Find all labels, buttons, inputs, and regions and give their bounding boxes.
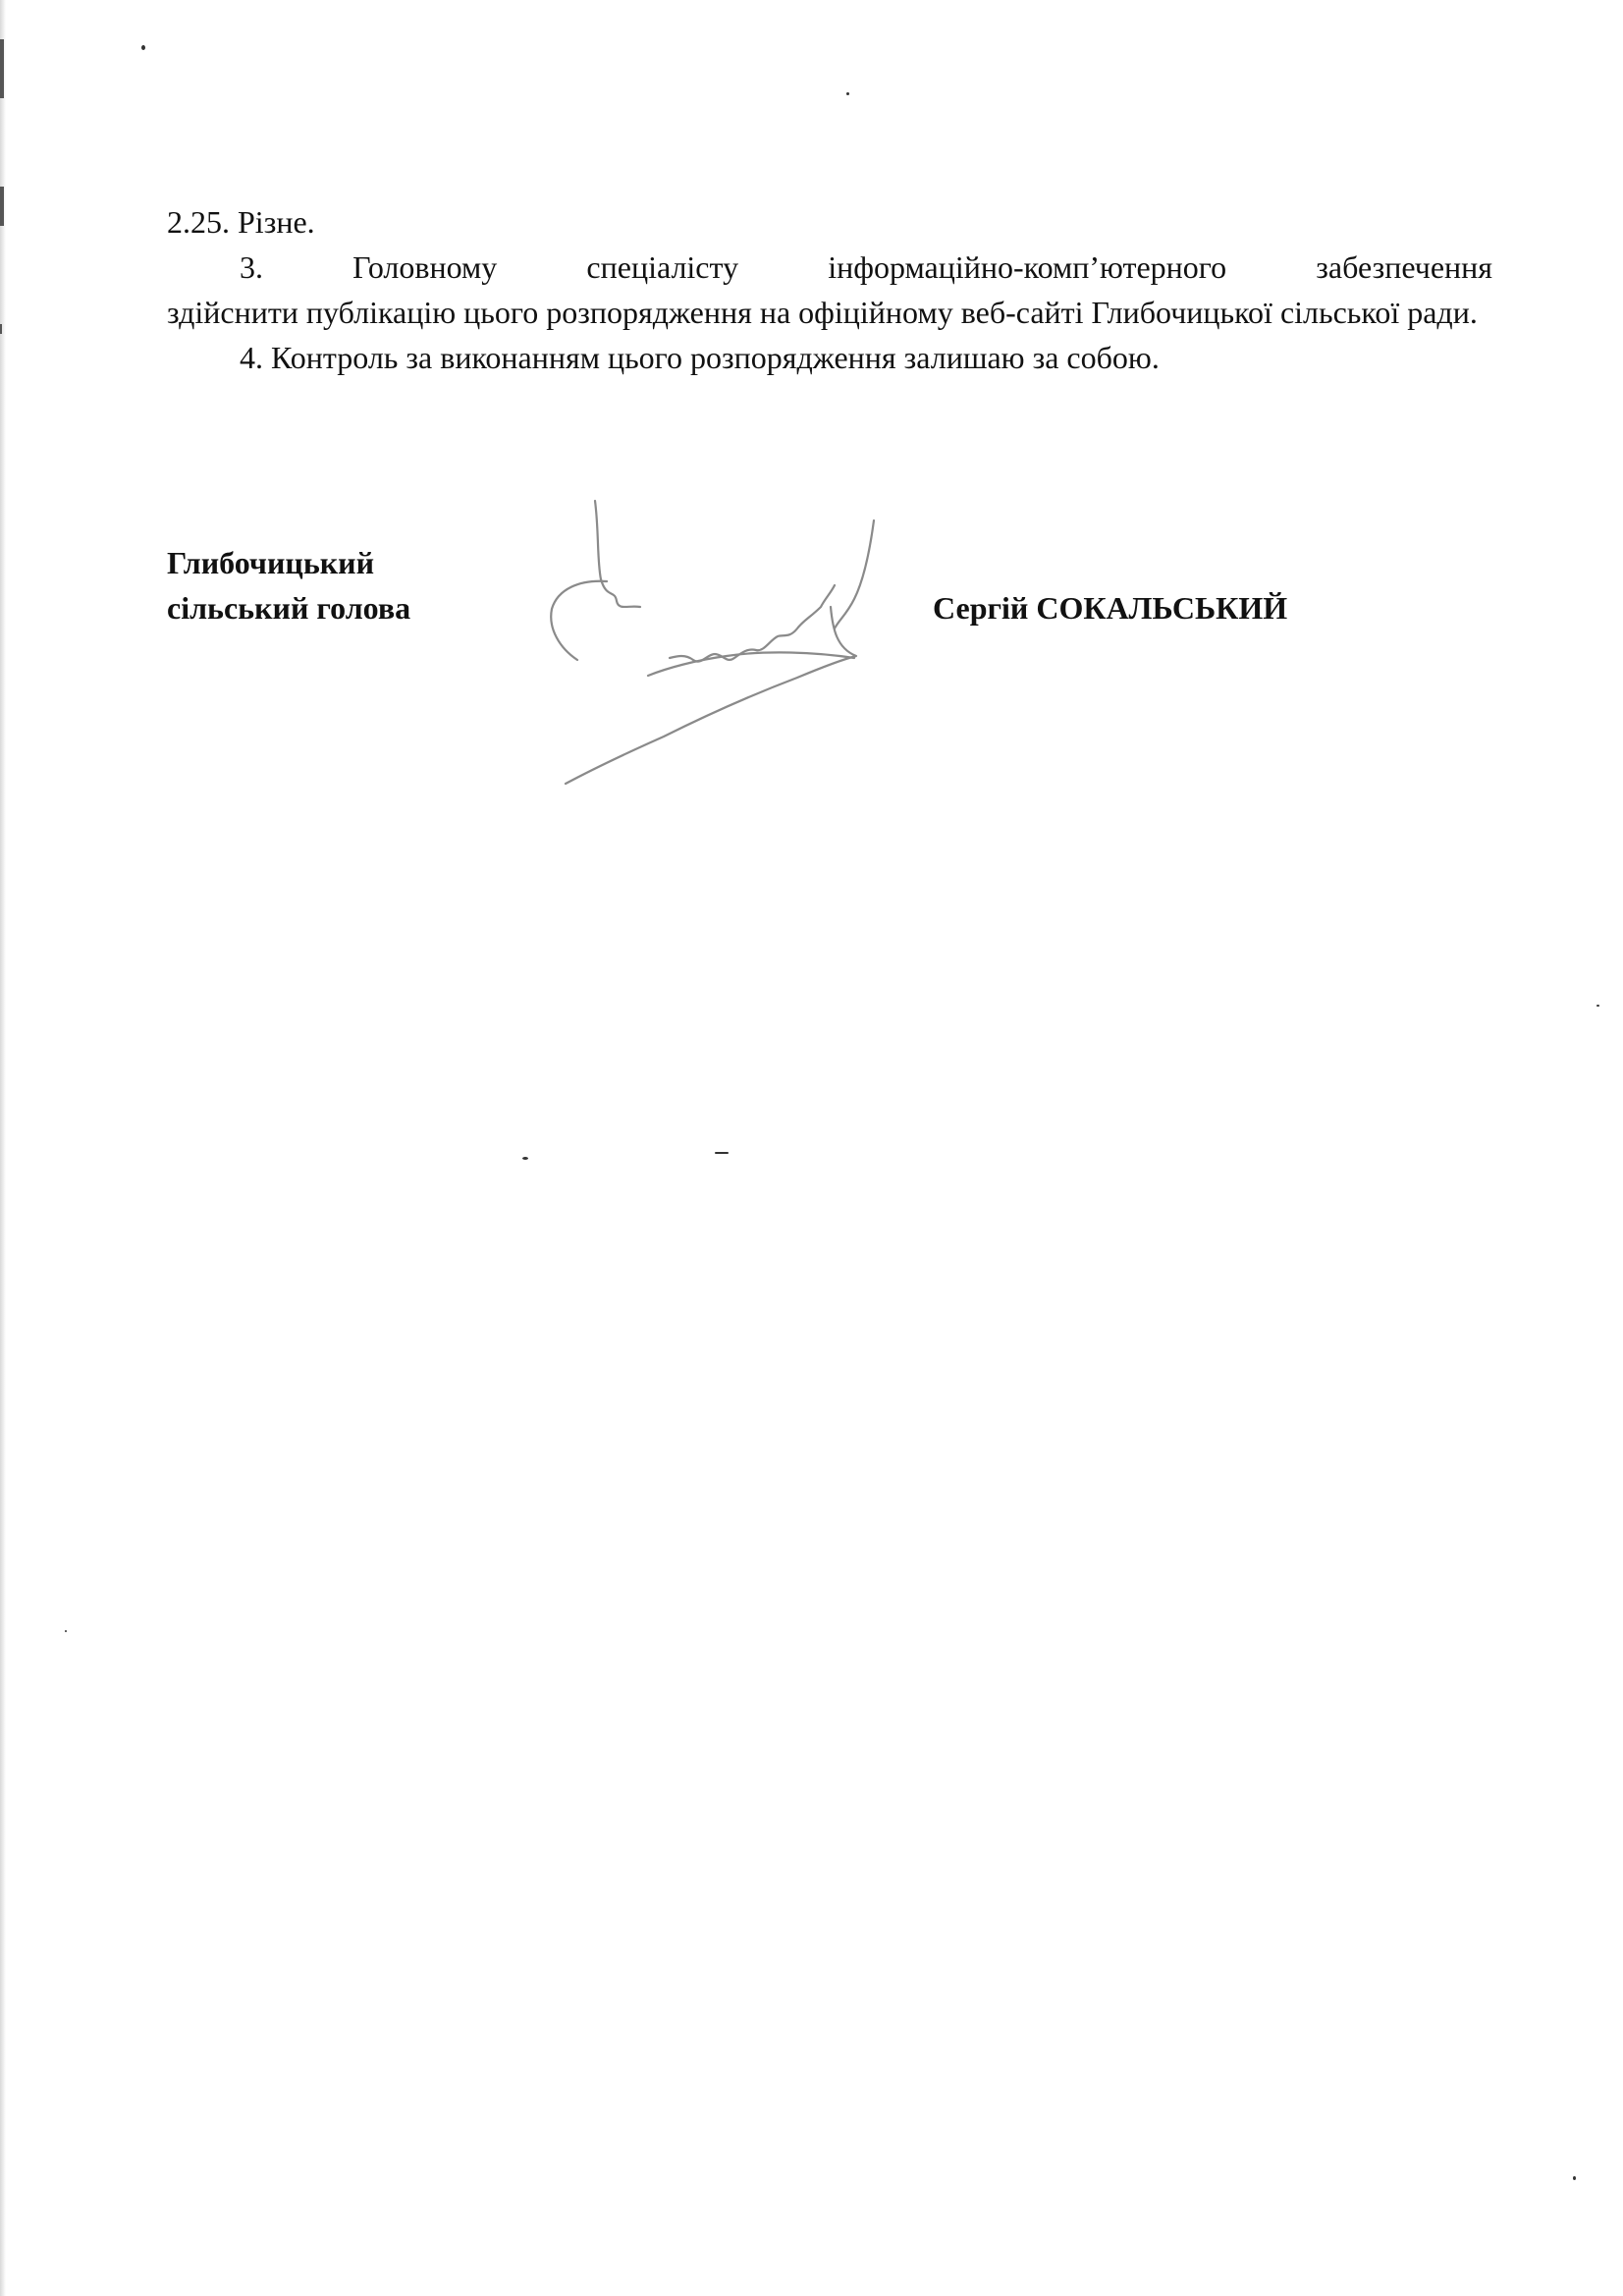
- scan-edge-mark: [0, 324, 2, 334]
- paragraph-3-continuation: здійснити публікацію цього розпорядження на офіційному веб-сайті Глибочицької сільської ради.: [167, 295, 1478, 330]
- paragraph-3-first-line: 3. Головному спеціалісту інформаційно-комп’ютерного забезпечення: [240, 249, 1492, 285]
- section-2-25-line: 2.25. Різне.: [167, 204, 315, 240]
- scan-edge-mark: [0, 187, 4, 226]
- signatory-name: Сергій СОКАЛЬСЬКИЙ: [933, 590, 1288, 626]
- handwritten-signature: [530, 491, 962, 805]
- paragraph-4: 4. Контроль за виконанням цього розпорядження залишаю за собою.: [240, 340, 1160, 375]
- scan-speck: [1596, 1005, 1599, 1007]
- scan-speck: [846, 92, 849, 95]
- scan-speck: [141, 45, 145, 50]
- signatory-title-line-2: сільський голова: [167, 590, 411, 626]
- signatory-title: [167, 540, 410, 630]
- scan-speck: [1573, 2176, 1576, 2180]
- document-body: [167, 199, 1492, 380]
- scan-speck: [65, 1630, 67, 1632]
- scan-edge-shadow: [0, 0, 6, 2296]
- signatory-title-line-1: Глибочицький: [167, 545, 375, 580]
- scan-speck: [522, 1157, 528, 1160]
- scan-speck: [715, 1152, 729, 1154]
- scan-edge-mark: [0, 39, 4, 98]
